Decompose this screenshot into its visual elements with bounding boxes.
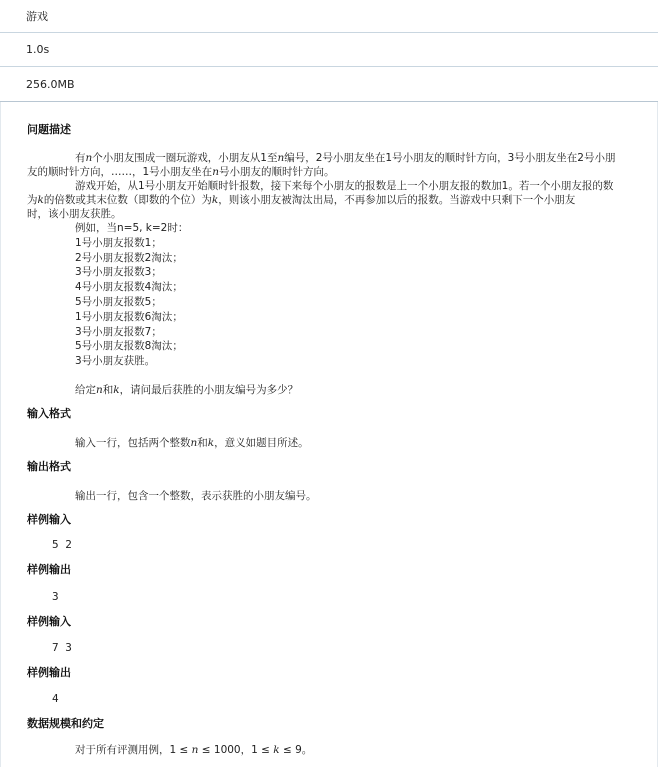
var-n: n: [190, 436, 198, 449]
text-fragment: ，则该小朋友被淘汰出局，不再参加以后的报数。当游戏中只剩下一个小朋友: [218, 194, 576, 206]
problem-title-row: [0, 0, 658, 33]
text-fragment: 和: [102, 383, 114, 396]
memory-limit-row: [0, 67, 658, 102]
example-line: 4号小朋友报数4淘汰；: [75, 281, 183, 294]
text-fragment: 对于所有评测用例，1 ≤: [75, 743, 192, 756]
sample-input-1: 5 2: [52, 537, 72, 551]
output-format-text: 输出一行，包含一个整数，表示获胜的小朋友编号。: [75, 489, 317, 502]
var-n: n: [85, 152, 93, 164]
var-k: k: [273, 743, 280, 756]
text-fragment: 友的顺时针方向，……，1号小朋友坐在: [27, 166, 213, 178]
example-line: 1号小朋友报数6淘汰；: [75, 310, 183, 323]
input-format-heading: 输入格式: [27, 406, 71, 420]
var-n: n: [212, 166, 219, 178]
question-line: [27, 383, 657, 397]
sample-output-2-heading: 样例输出: [27, 665, 71, 679]
example-intro: 例如，当n=5, k=2时：: [75, 222, 189, 234]
text-fragment: ≤ 9。: [279, 743, 313, 756]
sample-output-1-heading: 样例输出: [27, 562, 71, 576]
text-fragment: 号小朋友的顺时针方向。: [218, 166, 335, 178]
limits-text: [27, 743, 657, 757]
time-limit-row: [0, 33, 658, 67]
limits-heading: 数据规模和约定: [27, 716, 104, 730]
text-fragment: 输入一行，包括两个整数: [75, 436, 191, 449]
text-fragment: 编号，2号小朋友坐在1号小朋友的顺时针方向，3号小朋友坐在2号小朋: [284, 152, 616, 164]
var-n: n: [191, 743, 199, 756]
text-fragment: 和: [197, 436, 208, 449]
var-n: n: [96, 383, 103, 396]
sample-input-2-heading: 样例输入: [27, 614, 71, 628]
input-format-text: [27, 436, 657, 450]
description-paragraph-1: [27, 151, 657, 179]
example-line: 3号小朋友报数3；: [75, 266, 162, 279]
example-line: 5号小朋友报数5；: [75, 295, 162, 308]
text-fragment: 的倍数或其末位数（即数的个位）为: [43, 194, 212, 206]
problem-title: 游戏: [26, 10, 48, 23]
var-k: k: [211, 194, 219, 206]
text-fragment: ，请问最后获胜的小朋友编号为多少？: [119, 383, 299, 396]
sample-output-1: 3: [52, 589, 59, 603]
var-k: k: [207, 436, 215, 449]
var-k: k: [113, 383, 120, 396]
sample-input-1-heading: 样例输入: [27, 512, 71, 526]
example-line: 3号小朋友报数7；: [75, 325, 162, 338]
time-limit: 1.0s: [26, 43, 50, 56]
var-n: n: [277, 152, 285, 164]
example-line: 3号小朋友获胜。: [75, 355, 156, 368]
sample-input-2: 7 3: [52, 640, 72, 654]
text-fragment: 有: [75, 152, 86, 164]
example-line: 1号小朋友报数1；: [75, 236, 162, 249]
var-k: k: [37, 194, 44, 206]
text-fragment: 个小朋友围成一圈玩游戏，小朋友从1至: [92, 152, 278, 164]
text-fragment: 时，该小朋友获胜。: [27, 208, 122, 220]
description-heading: 问题描述: [27, 123, 71, 136]
text-fragment: ，意义如题目所述。: [214, 436, 309, 449]
sample-output-2: 4: [52, 691, 59, 705]
text-fragment: 游戏开始，从1号小朋友开始顺时针报数，接下来每个小朋友的报数是上一个小朋友报的数加1。若一个小朋友报的数: [75, 180, 614, 192]
output-format-heading: 输出格式: [27, 459, 71, 473]
example-line: 5号小朋友报数8淘汰；: [75, 340, 183, 353]
example-line: 2号小朋友报数2淘汰；: [75, 251, 183, 264]
example-block: [27, 221, 657, 369]
text-fragment: 给定: [75, 383, 96, 396]
problem-content: [0, 102, 658, 767]
memory-limit: 256.0MB: [26, 77, 75, 91]
text-fragment: ≤ 1000，1 ≤: [198, 743, 274, 756]
text-fragment: 为: [27, 194, 38, 206]
description-paragraph-2: [27, 179, 657, 221]
